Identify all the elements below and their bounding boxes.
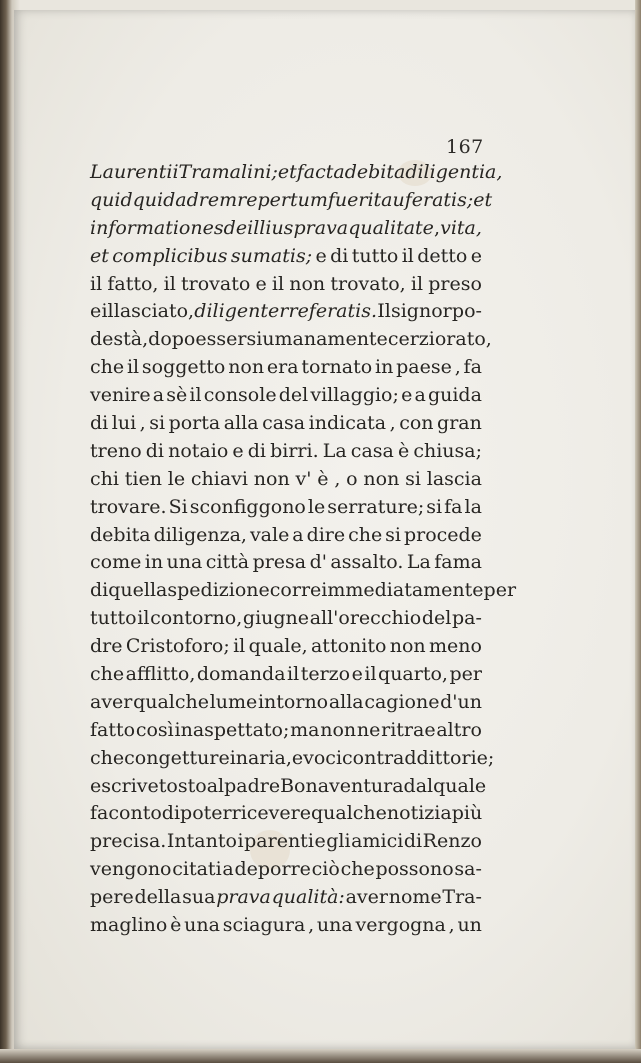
word: v' — [295, 467, 312, 490]
word: spedizione — [167, 579, 270, 602]
word: e — [90, 774, 102, 797]
word: un — [457, 914, 482, 937]
word: de — [223, 216, 248, 239]
word: padre — [224, 774, 281, 797]
word: cerziorato — [387, 328, 486, 351]
word: qualche — [133, 690, 210, 713]
word: contraddittorie; — [342, 746, 495, 769]
word: è — [170, 914, 182, 937]
word: vergogna — [355, 914, 446, 937]
text-line — [90, 159, 503, 187]
word: qualitate — [348, 216, 434, 239]
word: intorno — [257, 690, 329, 713]
word: le — [307, 495, 326, 518]
word: di — [90, 579, 109, 602]
word: una — [316, 914, 353, 937]
word: il — [364, 663, 377, 686]
word: di — [247, 439, 266, 462]
word: procede — [403, 523, 482, 546]
word: Renzo — [422, 830, 482, 853]
word: , — [434, 216, 441, 239]
word: aria, — [248, 746, 292, 769]
word: assalto. — [330, 551, 404, 574]
word: Bonaventura — [280, 774, 404, 797]
word: che — [340, 858, 375, 881]
word: di — [330, 244, 349, 267]
word: preso — [428, 272, 482, 295]
word: pere — [90, 886, 134, 909]
word: Tra- — [442, 886, 482, 909]
word: terzo — [300, 663, 351, 686]
word: che — [348, 523, 383, 546]
word: console — [203, 384, 277, 407]
word: si — [385, 523, 401, 546]
text-line — [90, 773, 487, 801]
word: chi — [90, 467, 119, 490]
word: tornato — [301, 356, 373, 379]
word: fama — [434, 551, 482, 574]
word: possono — [375, 858, 454, 881]
word: informationes — [90, 216, 224, 239]
word: della — [134, 886, 182, 909]
word: quale — [433, 774, 487, 797]
word: il — [137, 607, 150, 630]
word: debita — [90, 523, 151, 546]
word: maglino — [90, 914, 168, 937]
word: fatto, — [107, 272, 159, 295]
word: et — [90, 244, 109, 267]
word: chiavi — [190, 467, 248, 490]
word: notaio — [168, 439, 229, 462]
word: facta — [296, 161, 345, 183]
word: sconfiggono — [189, 495, 306, 518]
word: lasciato, — [113, 300, 195, 323]
text-line — [90, 382, 482, 410]
word: treno — [90, 439, 142, 462]
text-line — [90, 828, 482, 856]
word: tutto — [90, 607, 137, 630]
text-line — [90, 271, 482, 299]
word: quale, — [248, 635, 308, 658]
word: presa — [252, 551, 307, 574]
word: che — [90, 746, 125, 769]
word: non — [228, 356, 265, 379]
page-edge-bottom — [0, 1049, 641, 1063]
word: si — [405, 467, 421, 490]
word: La — [406, 551, 431, 574]
word: congetture — [124, 746, 230, 769]
text-line — [90, 633, 482, 661]
word: il — [401, 244, 414, 267]
word: notizia — [386, 802, 452, 825]
word: , — [485, 328, 492, 351]
word: citati — [172, 858, 222, 881]
word: era — [266, 356, 299, 379]
text-line — [90, 410, 482, 438]
word: villaggio; — [310, 384, 399, 407]
word: è — [397, 439, 410, 462]
text-line — [90, 298, 482, 326]
word: conto — [108, 802, 162, 825]
word: la — [464, 495, 482, 518]
word: in — [229, 746, 249, 769]
word: ad — [175, 188, 199, 211]
word: e — [470, 244, 482, 267]
word: indicata — [308, 412, 387, 435]
word: diligentia, — [405, 161, 503, 183]
word: sua — [182, 886, 216, 909]
word: e — [315, 244, 327, 267]
word: non — [253, 467, 290, 490]
word: domanda — [196, 663, 286, 686]
word: dire — [306, 523, 346, 546]
word: destà — [90, 328, 143, 351]
word: il — [126, 356, 140, 379]
word: e — [291, 746, 304, 769]
word: inaspettato; — [174, 718, 290, 741]
word: si — [426, 495, 443, 518]
word: rem — [198, 188, 238, 211]
text-line — [90, 884, 482, 912]
word: fatto — [90, 718, 136, 741]
text-line — [90, 689, 482, 717]
word: sciagura — [222, 914, 306, 937]
word: di — [90, 412, 109, 435]
text-line — [90, 605, 482, 633]
word: città — [205, 551, 250, 574]
word: Laurentii — [90, 161, 179, 183]
word: quella — [108, 579, 168, 602]
text-line — [90, 717, 482, 745]
text-line — [90, 354, 482, 382]
word: , — [139, 412, 146, 435]
word: non — [289, 272, 326, 295]
word: casa — [262, 412, 306, 435]
word: le — [167, 467, 186, 490]
word: del — [278, 384, 309, 407]
word: gli — [326, 830, 351, 853]
word: altro — [436, 718, 482, 741]
word: fa — [90, 802, 109, 825]
word: si — [149, 412, 166, 435]
word: di — [161, 802, 181, 825]
word: repertum — [237, 188, 328, 211]
word: ma — [290, 718, 320, 741]
word: porta — [168, 412, 221, 435]
word: il — [287, 663, 300, 686]
word: essersi — [195, 328, 263, 351]
word: il — [271, 272, 285, 295]
text-line — [90, 466, 482, 494]
word: pa- — [452, 607, 482, 630]
word: amici — [351, 830, 404, 853]
word: casa — [350, 439, 394, 462]
word: complicibus — [112, 244, 228, 267]
word: alla — [328, 690, 364, 713]
word: cagione — [364, 690, 440, 713]
word: e — [255, 272, 267, 295]
text-line — [90, 187, 493, 215]
word: corre — [269, 579, 322, 602]
text-line — [90, 577, 517, 605]
word: una — [184, 914, 220, 937]
word: aver — [90, 690, 133, 713]
page-number: 167 — [446, 136, 484, 158]
word: voci — [303, 746, 343, 769]
word: vengono — [90, 858, 172, 881]
text-line — [90, 326, 492, 354]
word: al — [206, 774, 225, 797]
word: e — [401, 384, 413, 407]
word: con — [399, 412, 434, 435]
word: una — [166, 551, 203, 574]
word: come — [90, 551, 142, 574]
word: dre — [90, 635, 123, 658]
word: La — [322, 439, 347, 462]
word: paese — [396, 356, 452, 379]
word: d' — [309, 551, 327, 574]
word: trovare. — [90, 495, 167, 518]
word: , — [448, 914, 455, 937]
word: prava — [293, 216, 349, 239]
word: Tramalini; — [178, 161, 278, 183]
word: in — [375, 356, 394, 379]
word: vita, — [440, 216, 482, 239]
word: Intanto — [166, 830, 237, 853]
word: di — [403, 830, 423, 853]
page-edge-right — [635, 0, 641, 1063]
word: per — [449, 663, 482, 686]
word: , — [334, 467, 341, 490]
word: di — [145, 439, 164, 462]
body-text — [90, 159, 517, 940]
word: all'orecchio — [309, 607, 422, 630]
word: i — [237, 830, 244, 853]
word: illius — [247, 216, 294, 239]
word: gran — [437, 412, 482, 435]
text-line — [90, 494, 482, 522]
word: quarto, — [378, 663, 448, 686]
word: fa — [444, 495, 463, 518]
word: birri. — [270, 439, 319, 462]
word: e — [90, 300, 102, 323]
word: dopo — [148, 328, 196, 351]
word: tutto — [351, 244, 399, 267]
word: non — [363, 467, 400, 490]
word: ne — [356, 718, 381, 741]
word: che — [90, 356, 125, 379]
text-line — [90, 243, 482, 271]
word: serrature; — [327, 495, 425, 518]
word: non — [389, 635, 426, 658]
word: umanamente — [262, 328, 388, 351]
word: il — [163, 272, 176, 295]
word: guida — [427, 384, 482, 407]
word: il — [233, 635, 246, 658]
word: , — [142, 328, 149, 351]
word: a — [222, 858, 234, 881]
word: diligenter — [194, 300, 289, 323]
text-line — [90, 522, 482, 550]
text-line — [90, 745, 495, 773]
word: sa- — [454, 858, 482, 881]
word: signor — [390, 300, 452, 323]
word: che — [90, 663, 125, 686]
word: giugne — [242, 607, 310, 630]
word: afflitto, — [125, 663, 196, 686]
word: po- — [451, 300, 482, 323]
text-line — [90, 438, 482, 466]
word: immediatamente — [321, 579, 484, 602]
word: e — [351, 663, 363, 686]
word: a — [292, 523, 304, 546]
word: tien — [124, 467, 162, 490]
word: fa — [463, 356, 482, 379]
word: ciò — [311, 858, 340, 881]
word: il — [410, 272, 424, 295]
word: contorno, — [150, 607, 243, 630]
text-line — [90, 800, 482, 828]
word: lascia — [426, 467, 482, 490]
word: detto — [417, 244, 468, 267]
word: aver — [345, 886, 388, 909]
word: ricevere — [231, 802, 311, 825]
word: et — [473, 188, 493, 211]
word: deporre — [234, 858, 311, 881]
word: attonito — [310, 635, 387, 658]
word: auferatis; — [381, 188, 474, 211]
word: scrive — [101, 774, 159, 797]
word: prava — [216, 886, 271, 909]
word: Il — [377, 300, 391, 323]
word: , — [308, 914, 315, 937]
word: più — [451, 802, 483, 825]
word: tosto — [158, 774, 207, 797]
word: Si — [168, 495, 188, 518]
word: il — [101, 300, 114, 323]
word: Cristoforo; — [125, 635, 230, 658]
word: il — [189, 384, 202, 407]
word: e — [232, 439, 244, 462]
word: ritrae — [381, 718, 436, 741]
word: sè — [166, 384, 188, 407]
text-line — [90, 215, 482, 243]
word: chiusa; — [413, 439, 482, 462]
word: lume — [209, 690, 258, 713]
word: nome — [388, 886, 442, 909]
word: et — [277, 161, 297, 183]
word: venire — [90, 384, 151, 407]
text-line — [90, 661, 482, 689]
word: dal — [403, 774, 434, 797]
word: qualche — [310, 802, 387, 825]
word: trovato — [180, 272, 251, 295]
word: il — [90, 272, 103, 295]
text-line — [90, 856, 482, 884]
word: alla — [223, 412, 259, 435]
word: soggetto — [141, 356, 226, 379]
word: vale — [249, 523, 290, 546]
word: , — [389, 412, 396, 435]
word: lui — [111, 412, 137, 435]
word: trovato, — [330, 272, 406, 295]
word: per — [483, 579, 517, 602]
word: e — [314, 830, 326, 853]
word: o — [346, 467, 358, 490]
word: è — [317, 467, 329, 490]
word: del — [421, 607, 452, 630]
word: in — [144, 551, 164, 574]
word: diligenza, — [153, 523, 247, 546]
word: fuerit — [327, 188, 382, 211]
word: a — [152, 384, 165, 407]
word: sumatis; — [230, 244, 313, 267]
word: quidquid — [90, 188, 176, 211]
word: a — [414, 384, 426, 407]
word: poter — [180, 802, 232, 825]
word: referatis. — [288, 300, 377, 323]
text-line — [90, 549, 482, 577]
word: , — [454, 356, 461, 379]
word: meno — [429, 635, 482, 658]
word: parenti — [244, 830, 314, 853]
word: qualità: — [271, 886, 345, 909]
text-line — [90, 912, 482, 940]
word: debita — [344, 161, 406, 183]
word: precisa. — [90, 830, 167, 853]
word: così — [135, 718, 174, 741]
word: non — [320, 718, 357, 741]
word: d'un — [440, 690, 482, 713]
